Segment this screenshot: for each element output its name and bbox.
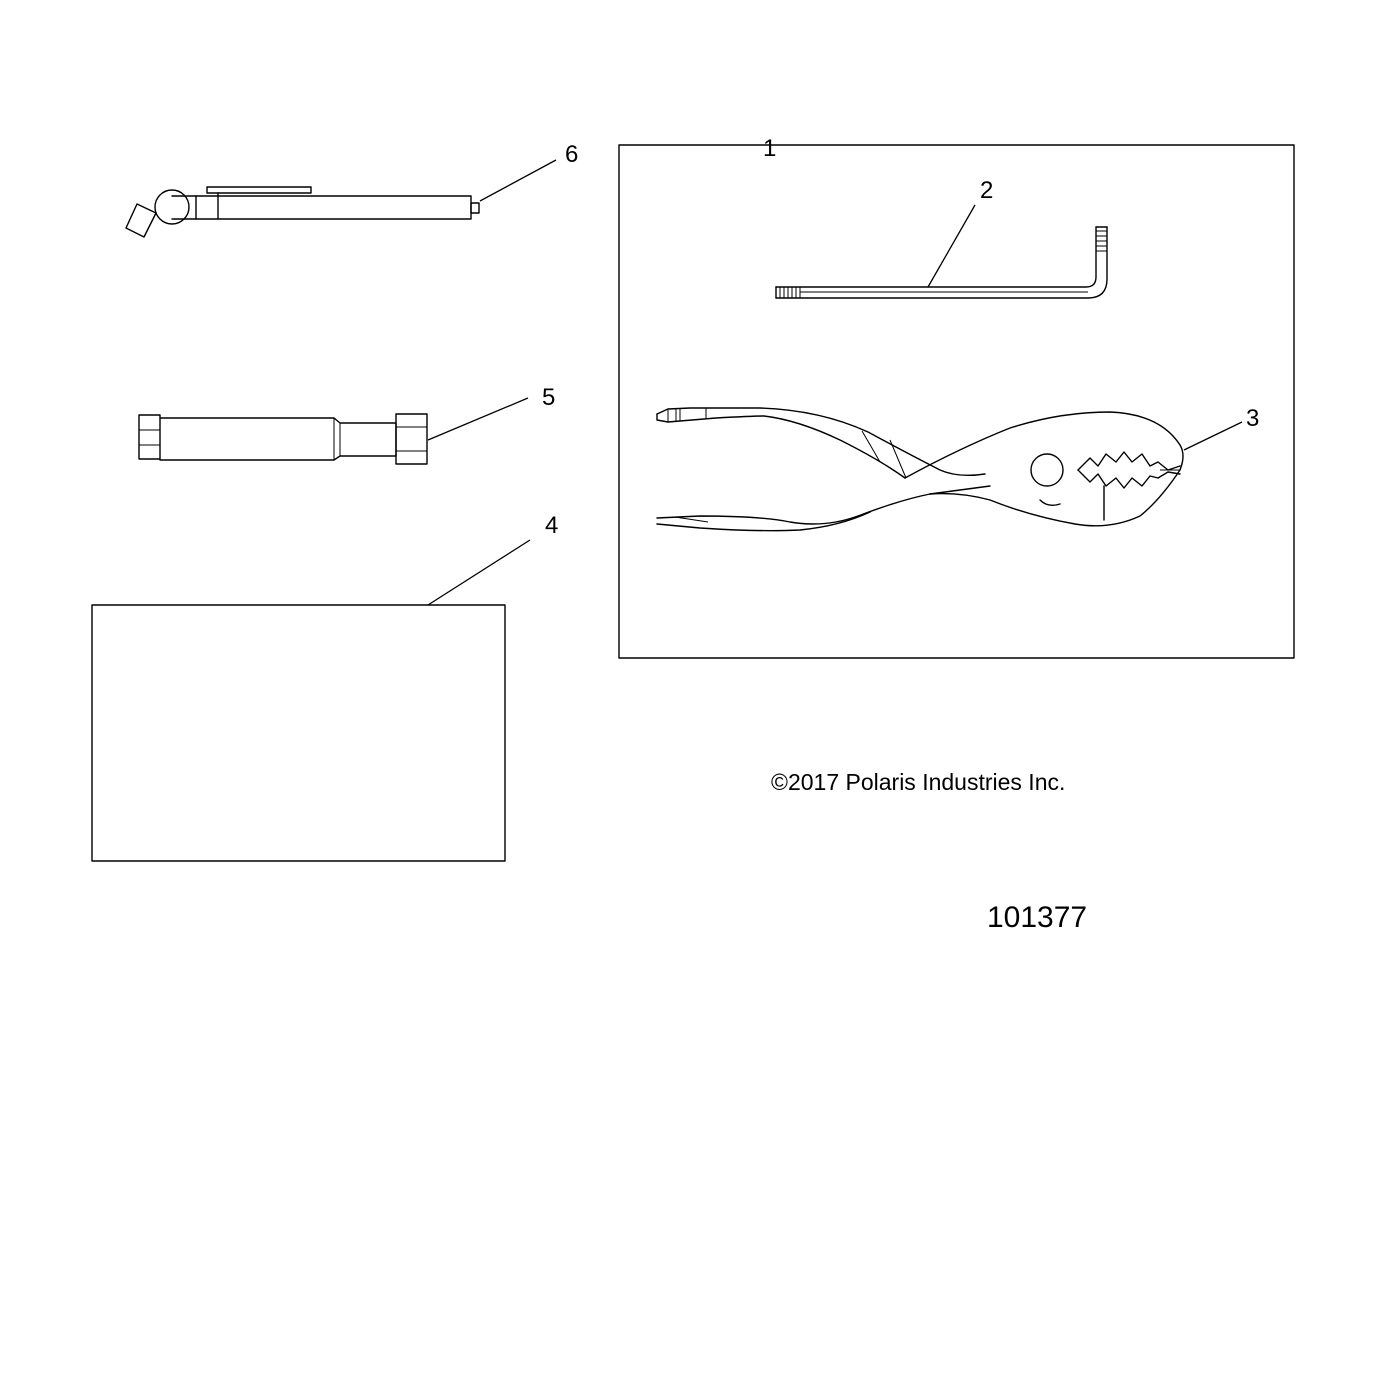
copyright-notice: ©2017 Polaris Industries Inc. — [771, 769, 1066, 795]
callout-3: 3 — [1246, 405, 1260, 432]
tool-bag — [92, 605, 505, 861]
leader-6 — [480, 160, 556, 201]
callout-2: 2 — [980, 177, 994, 204]
spark-plug-socket — [139, 414, 427, 464]
pliers — [657, 408, 1183, 531]
callout-4: 4 — [545, 512, 559, 539]
leader-3 — [1184, 422, 1242, 450]
diagram-number: 101377 — [987, 901, 1088, 934]
leader-2 — [928, 205, 975, 287]
tool-kit-frame — [619, 145, 1294, 658]
leader-5 — [428, 398, 528, 440]
pressure-gauge — [126, 187, 479, 237]
callout-5: 5 — [542, 384, 556, 411]
callout-6: 6 — [565, 141, 579, 168]
leader-4 — [428, 540, 530, 605]
callout-1: 1 — [763, 135, 777, 162]
